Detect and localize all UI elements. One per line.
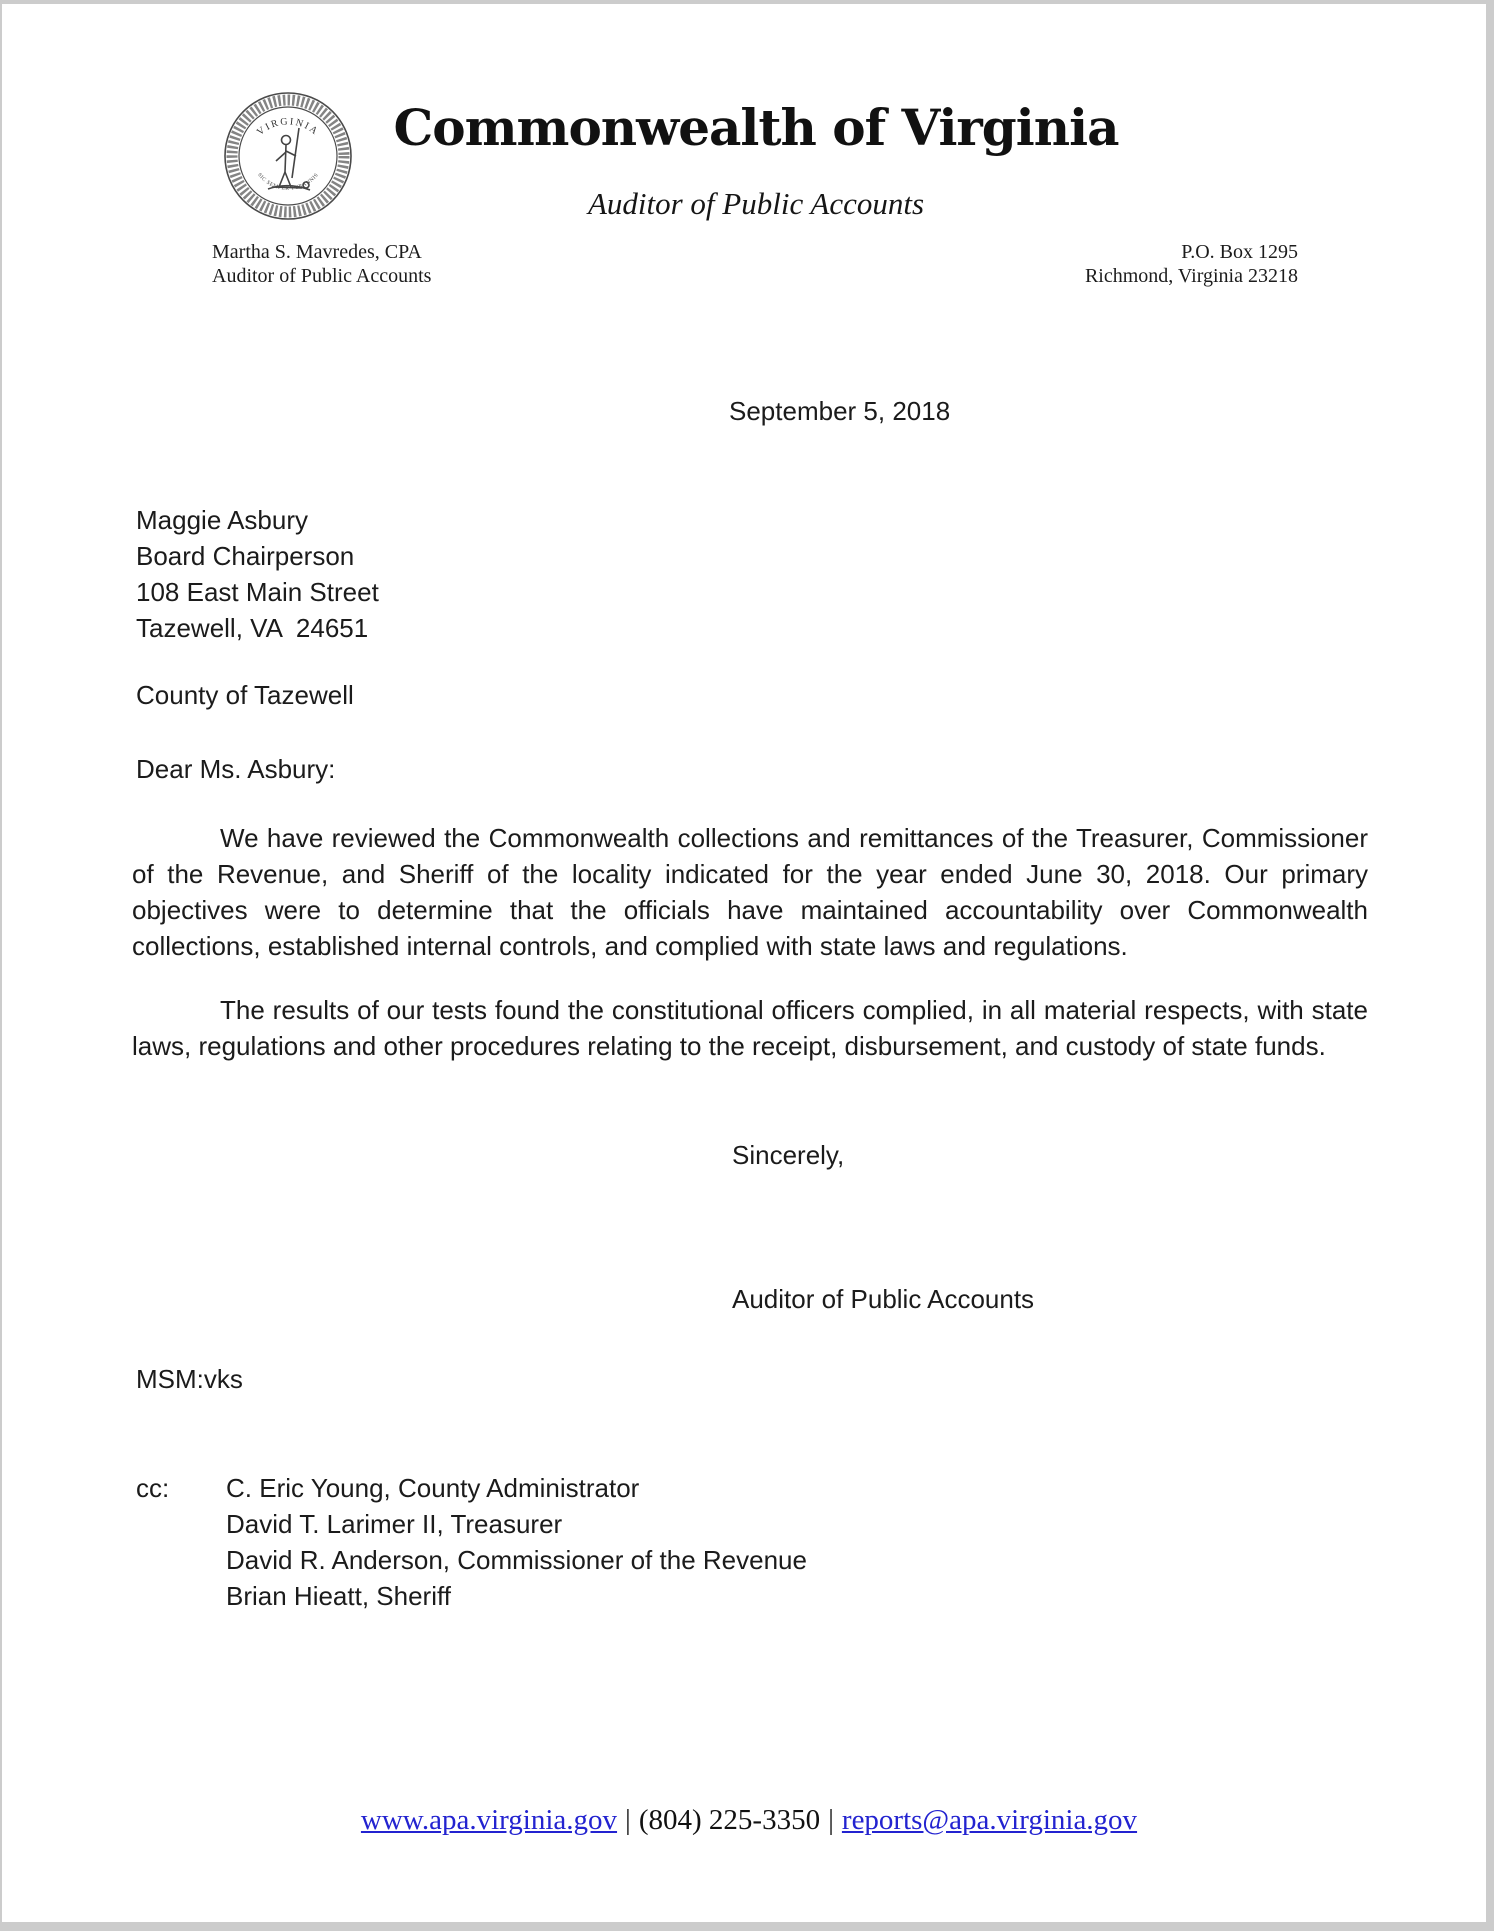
seal-motto-bottom: SIC SEMPER TYRANNIS bbox=[256, 172, 320, 192]
footer-separator-2: | bbox=[828, 1804, 834, 1836]
phone-number: (804) 225-3350 bbox=[638, 1804, 821, 1836]
letter-page bbox=[2, 4, 1486, 1922]
recipient-street: 108 East Main Street bbox=[136, 577, 379, 607]
auditor-name: Martha S. Mavredes, CPA bbox=[212, 241, 422, 263]
org-subtitle: Auditor of Public Accounts bbox=[587, 186, 925, 221]
recipient-city-state-zip: Tazewell, VA 24651 bbox=[136, 613, 369, 643]
website-link[interactable]: www.apa.virginia.gov bbox=[360, 1804, 618, 1836]
cc-block bbox=[136, 1470, 807, 1614]
cc-entry-sheriff: Brian Hieatt, Sheriff bbox=[226, 1581, 451, 1611]
org-title: Commonwealth of Virginia bbox=[393, 98, 1119, 157]
cc-label: cc: bbox=[136, 1473, 170, 1503]
salutation: Dear Ms. Asbury: bbox=[136, 754, 336, 784]
page-footer bbox=[2, 1804, 1494, 1837]
body-paragraph-1: We have reviewed the Commonwealth collections and remittances of the Treasurer, Commissioner of the Revenue, and Sheriff of the locality indicated for the year ended June 30, 2018. Our primary objectives were to determine that the officials have maintained accountability over Commonwealth collections, established internal controls, and complied with state laws and regulations. bbox=[132, 823, 1368, 961]
body-paragraph-2: The results of our tests found the constitutional officers complied, in all material respects, with state laws, regulations and other procedures relating to the receipt, disbursement, and custody of state funds. bbox=[132, 995, 1368, 1061]
locality-line: County of Tazewell bbox=[136, 680, 354, 710]
cc-list bbox=[226, 1470, 807, 1614]
signature-title: Auditor of Public Accounts bbox=[732, 1284, 1035, 1314]
cc-entry-commissioner-of-revenue: David R. Anderson, Commissioner of the Revenue bbox=[226, 1545, 807, 1575]
recipient-title: Board Chairperson bbox=[136, 541, 355, 571]
auditor-title: Auditor of Public Accounts bbox=[212, 265, 432, 287]
recipient-address-block bbox=[136, 502, 379, 646]
recipient-name: Maggie Asbury bbox=[136, 505, 308, 535]
letter-date: September 5, 2018 bbox=[729, 396, 951, 426]
closing-word: Sincerely, bbox=[732, 1140, 845, 1170]
reference-initials: MSM:vks bbox=[136, 1364, 243, 1394]
cc-entry-county-administrator: C. Eric Young, County Administrator bbox=[226, 1473, 640, 1503]
email-link[interactable]: reports@apa.virginia.gov bbox=[841, 1804, 1138, 1836]
city-state-zip-line: Richmond, Virginia 23218 bbox=[1084, 265, 1298, 287]
footer-separator-1: | bbox=[625, 1804, 631, 1836]
po-box-line: P.O. Box 1295 bbox=[1181, 241, 1298, 263]
seal-motto-top: VIRGINIA bbox=[254, 116, 322, 139]
office-address-block bbox=[2, 240, 1298, 288]
cc-entry-treasurer: David T. Larimer II, Treasurer bbox=[226, 1509, 563, 1539]
